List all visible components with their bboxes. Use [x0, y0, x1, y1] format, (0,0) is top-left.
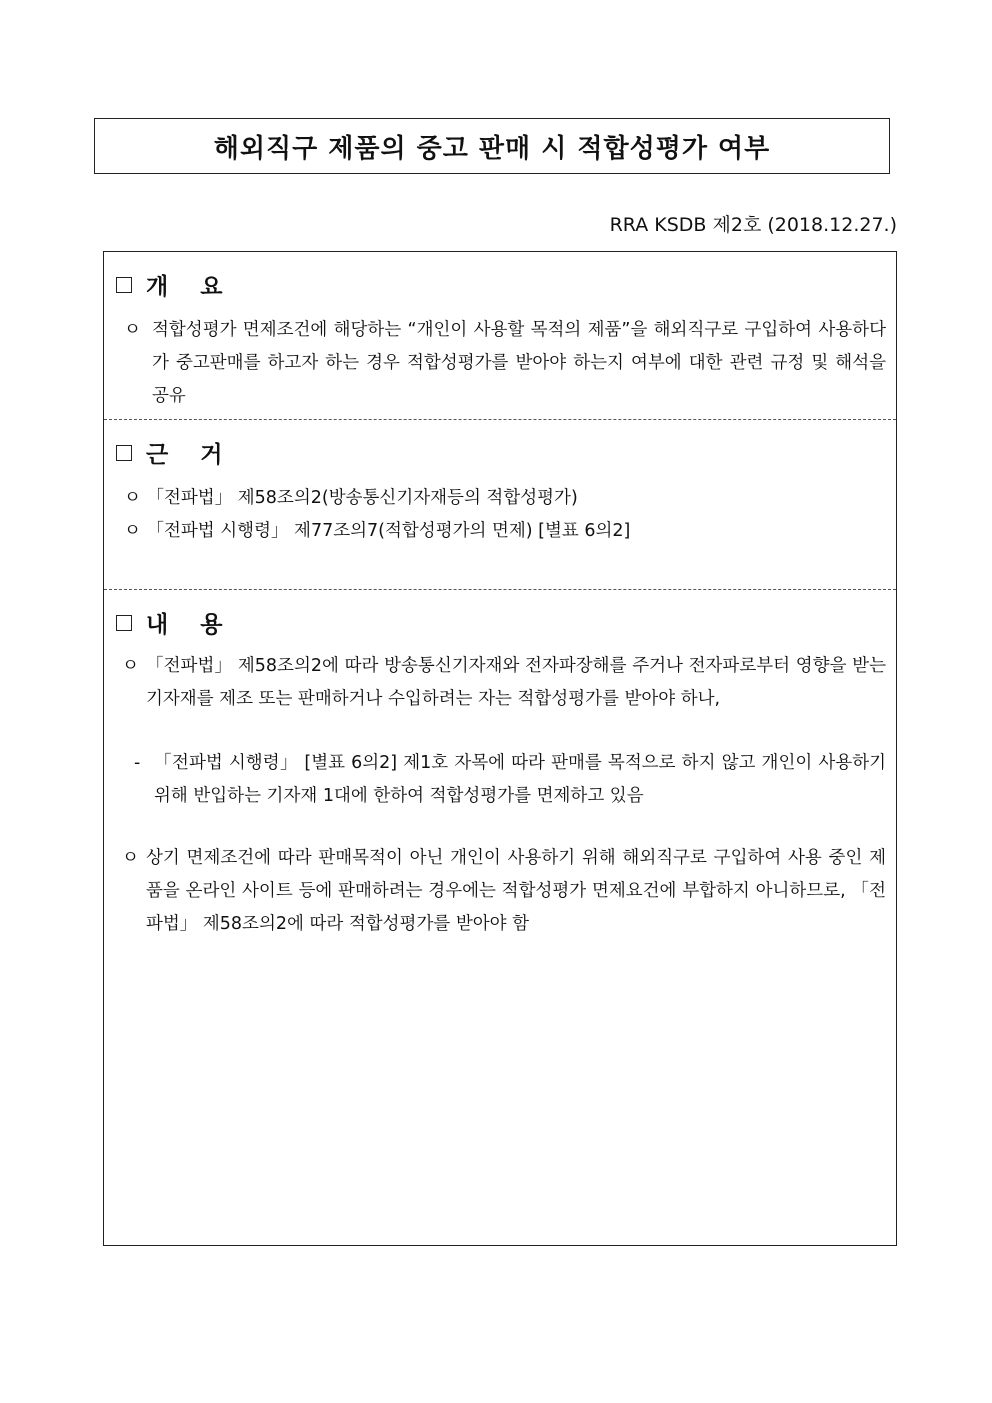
- bullet-marker: ㅇ: [122, 848, 139, 868]
- section-heading-content: 내 용: [116, 606, 234, 639]
- content-paragraph: [122, 842, 886, 941]
- bullet-marker: ㅇ: [122, 656, 139, 676]
- checkbox-icon: [116, 445, 132, 461]
- overview-paragraph: [124, 314, 886, 413]
- overview-text: 적합성평가 면제조건에 해당하는 “개인이 사용할 목적의 제품”을 해외직구로 구입하여 사용하다가 중고판매를 하고자 하는 경우 적합성평가를 받아야 하는지 여부에 대한 관련 규정 및 해석을 공유: [152, 320, 886, 406]
- checkbox-icon: [116, 615, 132, 631]
- section-content: [104, 590, 896, 1245]
- section-basis: [104, 420, 896, 590]
- section-heading-basis: 근 거: [116, 436, 234, 469]
- dash-marker: -: [134, 753, 141, 773]
- document-title: 해외직구 제품의 중고 판매 시 적합성평가 여부: [213, 133, 771, 164]
- content-paragraph: [122, 650, 886, 716]
- content-subparagraph: [134, 747, 886, 813]
- basis-item-text: 「전파법 시행령」 제77조의7(적합성평가의 면제) [별표 6의2]: [146, 521, 631, 541]
- content-paragraph-text: 상기 면제조건에 따라 판매목적이 아닌 개인이 사용하기 위해 해외직구로 구입하여 사용 중인 제품을 온라인 사이트 등에 판매하려는 경우에는 적합성평가 면제요건에 부합하지 아니하므로, 「전파법」 제58조의2에 따라 적합성평가를 받아야 함: [146, 848, 886, 934]
- basis-item: [124, 484, 578, 509]
- document-reference: RRA KSDB 제2호 (2018.12.27.): [609, 214, 897, 236]
- basis-item: [124, 517, 630, 542]
- section-overview: [104, 252, 896, 420]
- content-paragraph-text: 「전파법 시행령」 [별표 6의2] 제1호 자목에 따라 판매를 목적으로 하지 않고 개인이 사용하기 위해 반입하는 기자재 1대에 한하여 적합성평가를 면제하고 있음: [154, 753, 886, 806]
- basis-item-text: 「전파법」 제58조의2(방송통신기자재등의 적합성평가): [146, 488, 578, 508]
- bullet-marker: ㅇ: [124, 521, 141, 541]
- bullet-marker: ㅇ: [124, 488, 141, 508]
- bullet-marker: ㅇ: [124, 320, 141, 340]
- document-title-box: [94, 118, 890, 174]
- checkbox-icon: [116, 277, 132, 293]
- section-heading-overview: 개 요: [116, 268, 234, 301]
- content-box: [103, 251, 897, 1246]
- content-paragraph-text: 「전파법」 제58조의2에 따라 방송통신기자재와 전자파장해를 주거나 전자파로부터 영향을 받는 기자재를 제조 또는 판매하거나 수입하려는 자는 적합성평가를 받아야 하나,: [146, 656, 886, 709]
